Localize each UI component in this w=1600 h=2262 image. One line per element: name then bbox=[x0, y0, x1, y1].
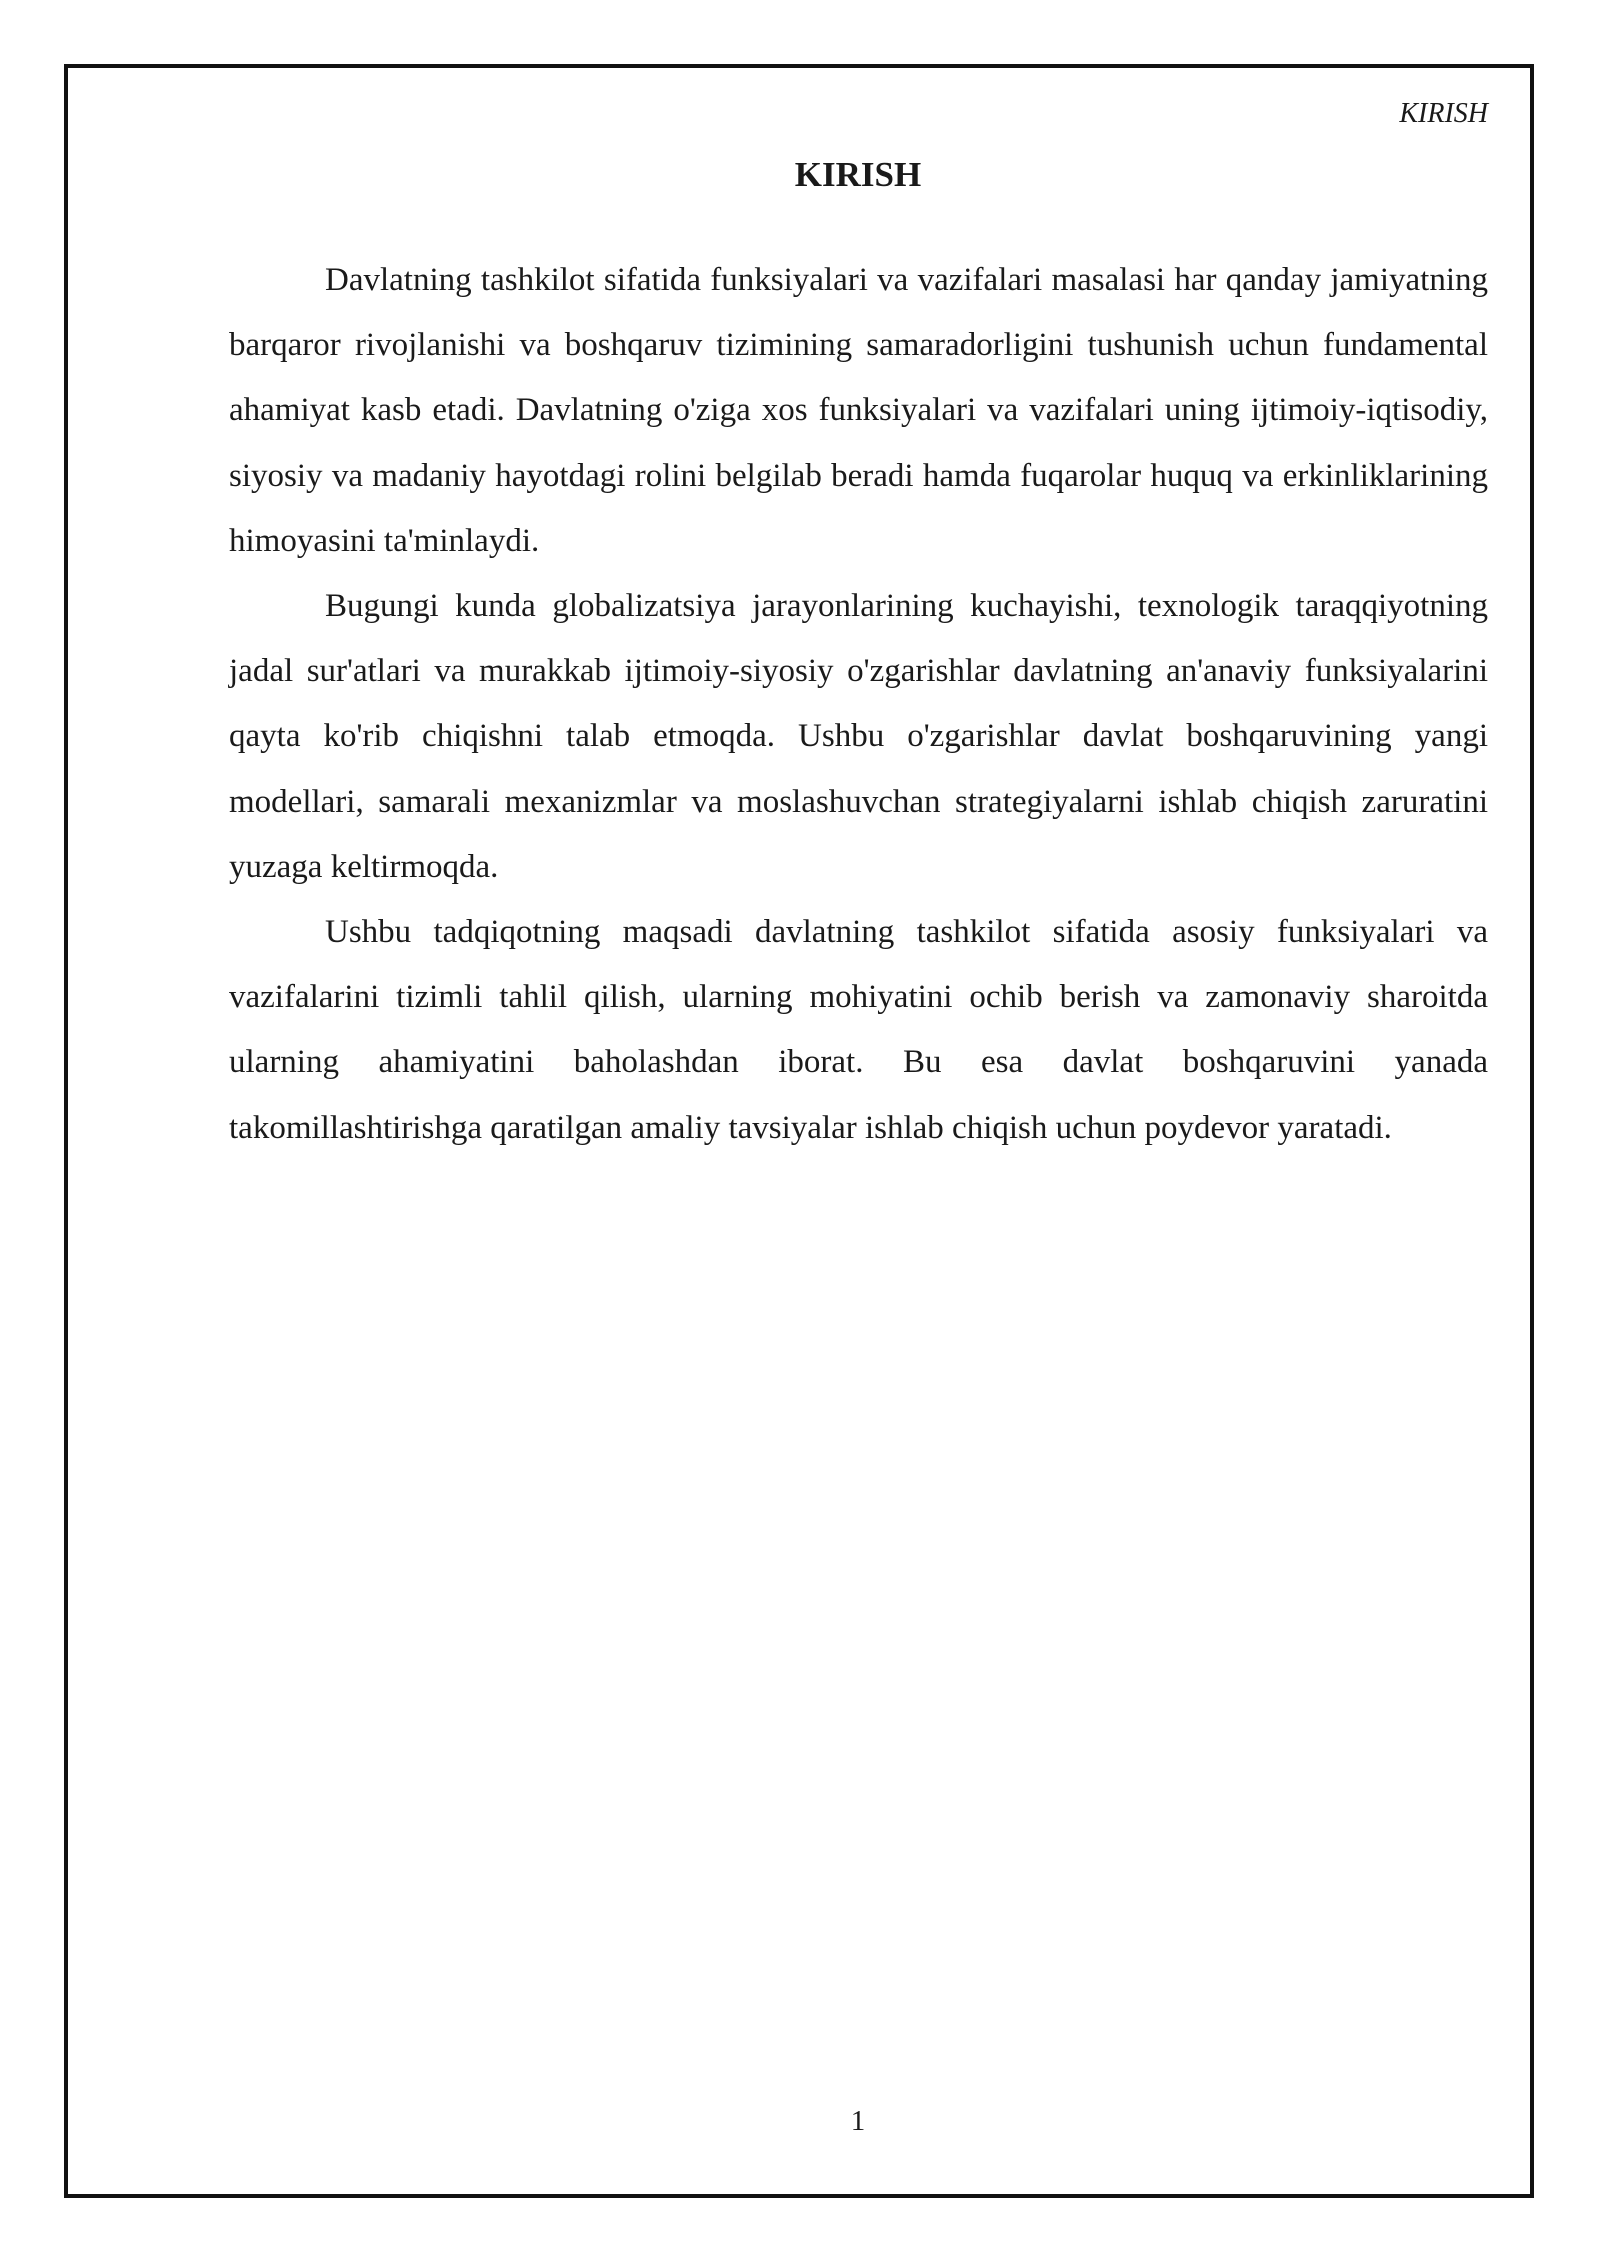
body-text bbox=[229, 248, 1488, 1161]
page-number: 1 bbox=[850, 2105, 866, 2137]
page-title: KIRISH bbox=[794, 155, 922, 194]
running-header: KIRISH bbox=[1399, 98, 1488, 129]
paragraph-2: Bugungi kunda globalizatsiya jarayonlarining kuchayishi, texnologik taraqqiyotning jadal sur'atlari va murakkab ijtimoiy-siyosiy o'zgarishlar davlatning an'anaviy funksiyalarini qayta ko'rib chiqishni talab etmoqda. Ushbu o'zgarishlar davlat boshqaruvining yangi modellari, samarali mexanizmlar va moslashuvchan strategiyalarni ishlab chiqish zaruratini yuzaga keltirmoqda. bbox=[229, 588, 1488, 885]
paragraph-1: Davlatning tashkilot sifatida funksiyalari va vazifalari masalasi har qanday jamiyatning barqaror rivojlanishi va boshqaruv tizimining samaradorligini tushunish uchun fundamental ahamiyat kasb etadi. Davlatning o'ziga xos funksiyalari va vazifalari uning ijtimoiy-iqtisodiy, siyosiy va madaniy hayotdagi rolini belgilab beradi hamda fuqarolar huquq va erkinliklarining himoyasini ta'minlaydi. bbox=[229, 262, 1488, 559]
paragraph-3: Ushbu tadqiqotning maqsadi davlatning tashkilot sifatida asosiy funksiyalari va vazifalarini tizimli tahlil qilish, ularning mohiyatini ochib berish va zamonaviy sharoitda ularning ahamiyatini baholashdan iborat. Bu esa davlat boshqaruvini yanada takomillashtirishga qaratilgan amaliy tavsiyalar ishlab chiqish uchun poydevor yaratadi. bbox=[229, 914, 1488, 1146]
